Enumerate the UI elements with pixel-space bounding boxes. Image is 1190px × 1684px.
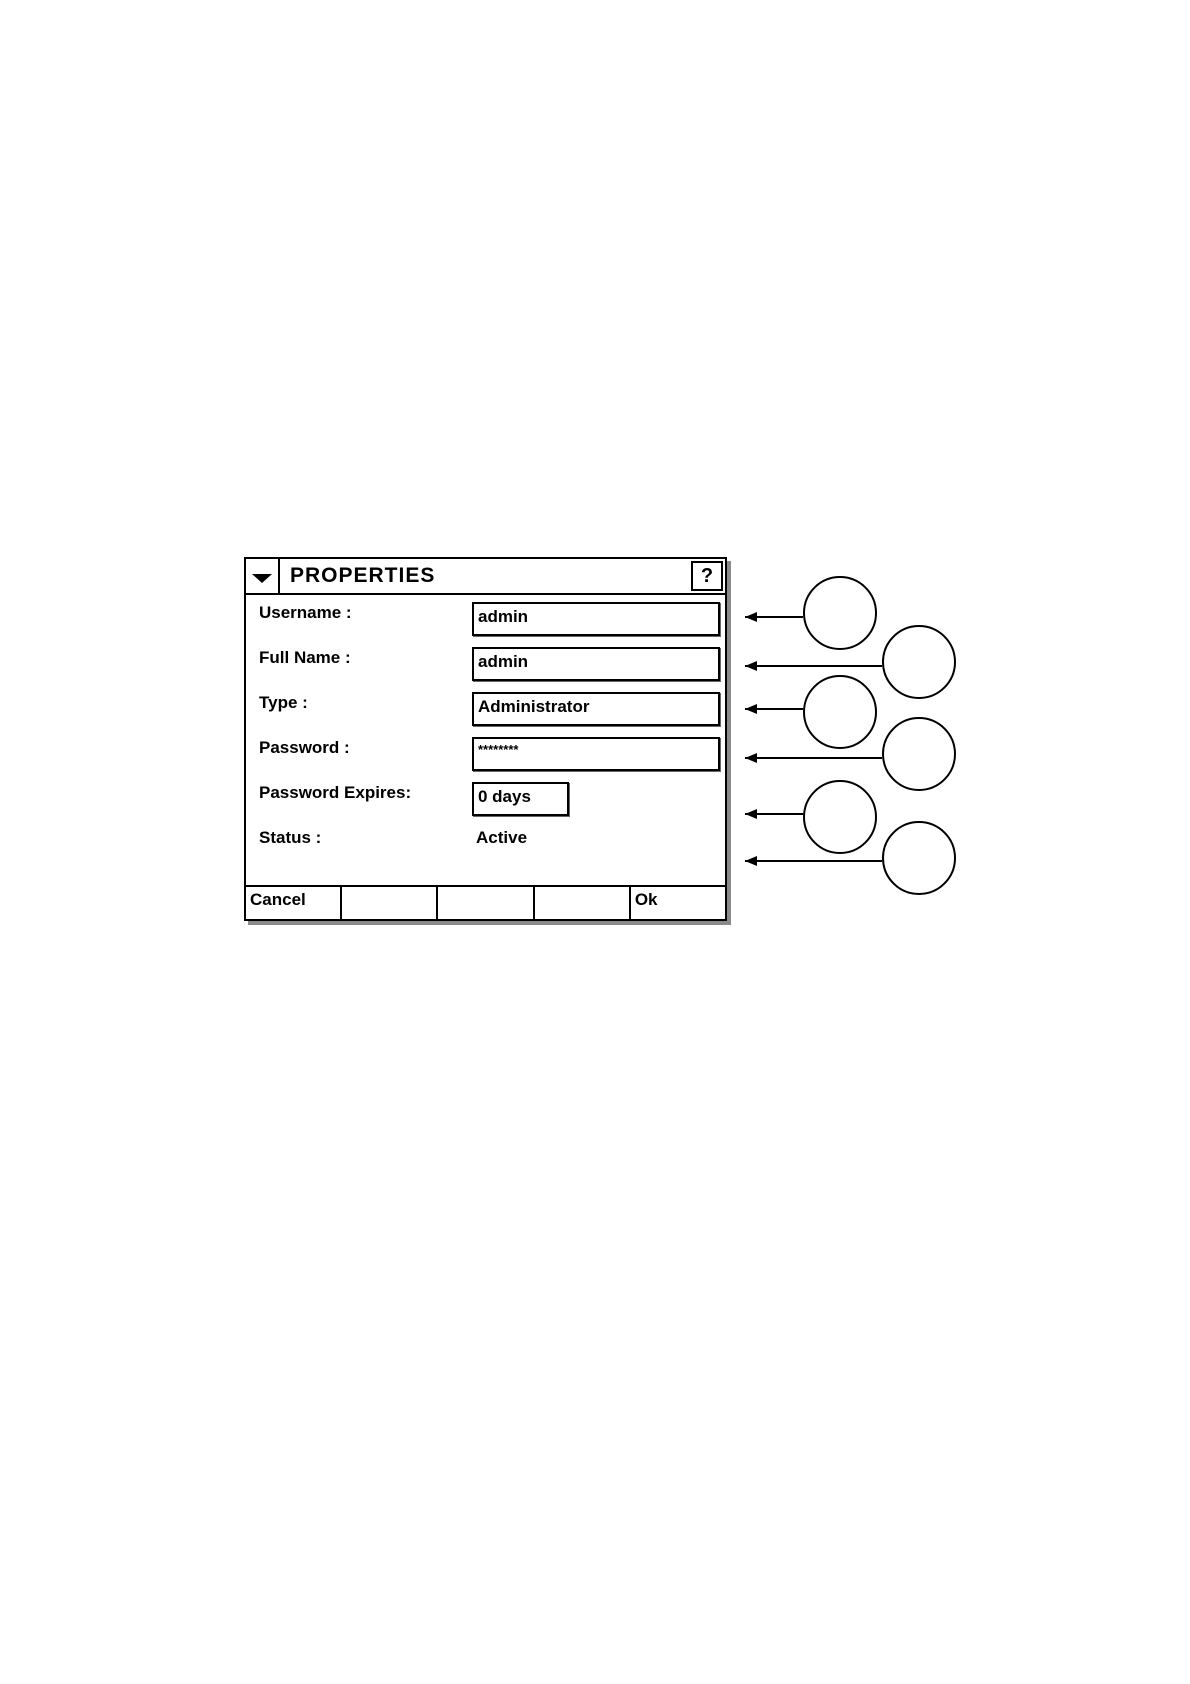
password-expires-label: Password Expires: <box>259 783 412 802</box>
callout-circle-2 <box>883 626 955 698</box>
username-label: Username : <box>259 603 352 622</box>
arrowhead-1-icon <box>745 612 757 622</box>
arrowhead-4-icon <box>745 753 757 763</box>
callout-1 <box>745 577 876 649</box>
password-field[interactable]: ******** <box>472 737 720 771</box>
fullname-label: Full Name : <box>259 648 351 667</box>
softkey-bar <box>246 885 725 919</box>
title-bar <box>246 559 725 595</box>
softkey-3[interactable] <box>438 887 534 919</box>
ok-button[interactable]: Ok <box>634 890 658 909</box>
softkey-2[interactable] <box>342 887 438 919</box>
callout-4 <box>745 718 955 790</box>
cancel-button[interactable]: Cancel <box>246 887 342 919</box>
fullname-field[interactable]: admin <box>472 647 720 681</box>
callout-circle-5 <box>804 781 876 853</box>
password-expires-field[interactable]: 0 days <box>472 782 569 816</box>
dialog-title: PROPERTIES <box>290 564 436 587</box>
type-field[interactable]: Administrator <box>472 692 720 726</box>
username-field[interactable]: admin <box>472 602 720 636</box>
arrowhead-2-icon <box>745 661 757 671</box>
callout-circle-1 <box>804 577 876 649</box>
help-button[interactable]: ? <box>691 561 723 591</box>
softkey-4[interactable] <box>535 887 631 919</box>
arrowhead-6-icon <box>745 856 757 866</box>
dropdown-triangle-icon <box>252 574 272 583</box>
arrowhead-5-icon <box>745 809 757 819</box>
status-label: Status : <box>259 828 322 847</box>
callout-circle-6 <box>883 822 955 894</box>
callout-circle-3 <box>804 676 876 748</box>
status-value: Active <box>476 828 528 847</box>
properties-dialog <box>244 557 727 921</box>
callout-2 <box>745 626 955 698</box>
callout-6 <box>745 822 955 894</box>
menu-button[interactable] <box>246 559 280 593</box>
type-label: Type : <box>259 693 308 712</box>
callout-5 <box>745 781 876 853</box>
callout-circle-4 <box>883 718 955 790</box>
callout-3 <box>745 676 876 748</box>
arrowhead-3-icon <box>745 704 757 714</box>
password-label: Password : <box>259 738 350 757</box>
